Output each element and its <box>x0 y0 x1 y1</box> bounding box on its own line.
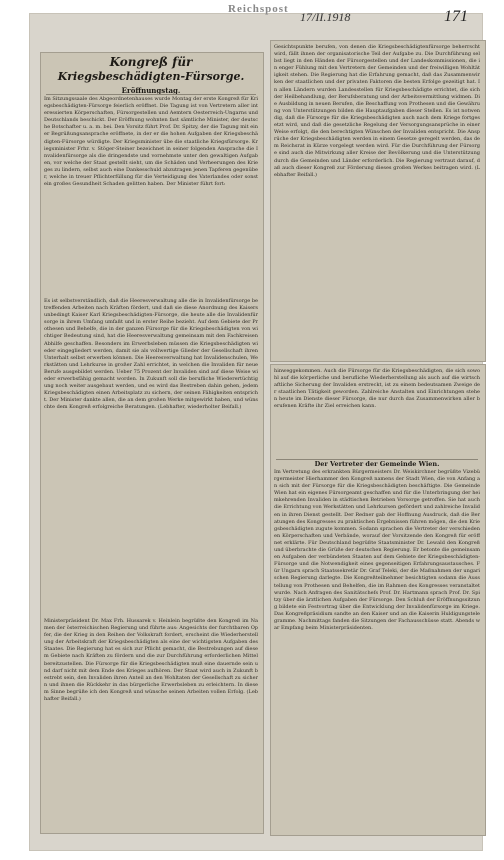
archive-number: 171 <box>444 8 468 25</box>
newspaper-source: Reichspost <box>228 3 289 15</box>
article-continuation: Gesichtspunkte berufen, von denen die Kriegsbeschädigtenfürsorge beherrscht wird, fällt ihnen der organisatorische Teil der Aufgabe zu. Die Durchführung selbst liegt in den Händen der Fürsorgestellen und der Landeskommissionen, die in enger Fühlung mit den Vertretern der Gemeinden und der freiwilligen Wohltätigkeit stehen. Die Regierung hat die Erfahrung gemacht, daß das Zusammenwirken der staatlichen und der privaten Faktoren die besten Erfolge gezeitigt hat. In allen Ländern wurden Landesstellen für Kriegsbeschädigte errichtet, die sich der Heilbehandlung, der Berufsberatung und der Arbeitsvermittlung widmen. Die Ausbildung in neuen Berufen, die Beschaffung von Prothesen und die Gewährung von Unterstützungen bilden die Hauptaufgaben dieser Stellen. Es ist notwendig, daß die Fürsorge für die Kriegsbeschädigten auch nach dem Kriege fortgesetzt wird, und daß die gesetzliche Regelung der Versorgungsansprüche in einer Weise erfolgt, die den berechtigten Wünschen der Invaliden entspricht. Die Ansprüche der Kriegsbeschädigten werden in einem Gesetze geregelt werden, das dem Reichsrat in Kürze vorgelegt werden wird. Für die Durchführung der Fürsorge sind auch die Mitwirkung aller Kreise der Bevölkerung und die Unterstützung durch die Gemeinden und Länder erforderlich. Die Regierung vertraut darauf, daß auch dieser Kongreß zur Förderung dieses großen Werkes beitragen wird. (Lebhafter Beifall.) <box>274 44 480 178</box>
article-title-line1: Kongreß für <box>109 55 193 69</box>
prime-minister-speech: Ministerpräsident Dr. Max Frh. Hussarek v. Heinlein begrüßte den Kongreß im Namen der österreichischen Regierung und führte aus: Angesichts der furchtbaren Opfer, die der Krieg in den Reihen der Volkskraft fordert, erscheint die Wiederherstellung der Arbeitskraft der Kriegsbeschädigten als eine der wichtigsten Aufgaben des Staates. Die Regierung hat es sich zur Pflicht gemacht, die Bestrebungen auf diesem Gebiete nach Kräften zu fördern und die zur Durchführung erforderlichen Mittel bereitzustellen. Die Fürsorge für die Kriegsbeschädigten muß eine dauernde sein und darf nicht mit dem Ende des Krieges aufhören. Der Staat wird auch in Zukunft bestrebt sein, den Invaliden ihren Anteil an den Wohltaten der Gesellschaft zu sichern und ihnen die Rückkehr in das bürgerliche Erwerbsleben zu erleichtern. In diesem Sinne begrüße ich den Kongreß und wünsche seinen Arbeiten vollen Erfolg. (Lebhafter Beifall.) <box>44 618 258 703</box>
section-heading-vienna: Der Vertreter der Gemeinde Wien. <box>314 460 440 468</box>
article-continuation-2: hinweggekommen. Auch die Fürsorge für die Kriegsbeschädigten, die sich sowohl auf die körperliche und berufliche Wiederherstellung als auch auf die wirtschaftliche Sicherung der Invaliden erstreckt, ist zu einem bedeutsamen Zweige der staatlichen Tätigkeit geworden. Zahlreiche Anstalten und Einrichtungen stehen heute im Dienste dieser Fürsorge, die nur durch das Zusammenwirken aller berufenen Kräfte ihr Ziel erreichen kann. <box>274 368 480 410</box>
vienna-representative-text: Im Vertretung des erkrankten Bürgermeisters Dr. Weiskirchner begrüßte Vizebürgermeister Hierhammer den Kongreß namens der Stadt Wien, die von Anfang an sich mit der Fürsorge für die Kriegsbeschädigten beschäftigte. Die Gemeinde Wien hat ein eigenes Fürsorgeamt geschaffen und für die Unterbringung der heimkehrenden Invaliden in städtischen Betrieben Vorsorge getroffen. Sie hat auch die Errichtung von Werkstätten und Lehrkursen gefördert und zahlreiche Invaliden in ihren Dienst gestellt. Der Redner gab der Hoffnung Ausdruck, daß die Beratungen des Kongresses zu praktischen Ergebnissen führen mögen, die den Kriegsbeschädigten zugute kommen. Sodann sprachen die Vertreter der verschiedenen Körperschaften und Verbände, worauf der Vorsitzende den Kongreß für eröffnet erklärte. Für Deutschland begrüßte Staatsminister Dr. Lewald den Kongreß und überbrachte die Grüße der deutschen Regierung. Er betonte die gemeinsamen Aufgaben der verbündeten Staaten auf dem Gebiete der Kriegsbeschädigten-Fürsorge und die Notwendigkeit eines gegenseitigen Erfahrungsaustausches. Für Ungarn sprach Staatssekretär Dr. Graf Teleki, der die Maßnahmen der ungarischen Regierung darlegte. Die Kongreßteilnehmer besichtigten sodann die Ausstellung von Prothesen und Behelfen, die im Rahmen des Kongresses veranstaltet wurde. Nach Anfragen des Sanitätschefs Prof. Dr. Hartmann sprach Prof. Dr. Spitzy über die ärztlichen Aufgaben der Fürsorge. Den Schluß der Eröffnungssitzung bildete ein Festvortrag über die Entwicklung der Invalidenfürsorge im Kriege. Das Kongreßpräsidium sandte an den Kaiser und an die Kaiserin Huldigungstelegramme. Nachmittags fanden die Sitzungen der Fachausschüsse statt. Abends war Empfang beim Ministerpräsidenten. <box>274 469 480 632</box>
war-minister-speech: Es ist selbstverständlich, daß die Heeresverwaltung alle die in Invalidenfürsorge betreffenden Arbeiten nach Kräften fördert, und daß sie diese Anordnung des Kaisers unbedingt Kaiser Karl Kriegsbeschädigten-Fürsorge, die heute alle die Invalidenfürsorge in ihrem Umfang umfaßt und in erster Reihe bezieht. Auf dem Gebiete der Prothesen und Behelfe, die in der ganzen Fürsorge für die Kriegsbeschädigten von wichtiger Bedeutung sind, hat die Heeresverwaltung gemeinsam mit den Fachkreisen Abhilfe geschaffen. Besonders im Erwerbsleben müssen die Kriegsbeschädigten wieder eingegliedert werden, damit sie als vollwertige Glieder der Gesellschaft ihren Unterhalt selbst erwerben können. Die Heeresverwaltung hat Invalidenschulen, Werkstätten und Lehrkurse in großer Zahl errichtet, in welchen die Invaliden für neue Berufe ausgebildet werden. Ueber 75 Prozent der Invaliden sind auf diese Weise wieder erwerbsfähig gemacht worden. In Zukunft soll die berufliche Wiederertüchtigung noch weiter ausgebaut werden, und es wird das Bestreben dahin gehen, jedem Kriegsbeschädigten einen Arbeitsplatz zu sichern, der seinen Fähigkeiten entspricht. Der Minister dankte allen, die an dem großen Werke mitgewirkt haben, und wünschte dem Kongreß erfolgreiche Beratungen. (Lebhafter, wiederholter Beifall.) <box>44 298 258 411</box>
article-lede: Im Sitzungssaale des Abgeordnetenhauses wurde Montag der erste Kongreß für Kriegsbeschädigten-Fürsorge feierlich eröffnet. Die Tagung ist von Vertretern aller interessierten Körperschaften, Fürsorgestellen und Aemtern Oesterreich-Ungarns und Deutschlands beschickt. Der Eröffnung wohnten fast sämtliche Minister, der deutsche Botschafter u. a. m. bei. Den Vorsitz führt Prof. Dr. Spitzy, der die Tagung mit einer Begrüßungsansprache eröffnete, in der er die hohen Aufgaben der Kriegsbeschädigten-Fürsorge würdigte. Der Kriegsminister übe die staatliche Kriegsfürsorge. Kriegsminister Frhr. v. Stöger-Steiner bezeichnet in seiner folgenden Ansprache die Invalidenfürsorge als die dringendste und vornehmste unter den gewaltigen Aufgaben, vor welche der Staat gestellt sieht, um die Schäden und Verheerungen des Krieges zu lindern, selbst auch eine Dankesschuld abzutragen jenen Tapferen gegenüber, welche in treuer Pflichterfüllung für die Verteidigung des Vaterlandes oder sonst ein großes Gesundheit Schaden gelitten haben. Der Minister führt fort: <box>44 96 258 188</box>
handwritten-date: 17/II.1918 <box>300 10 351 24</box>
title-divider <box>46 94 256 95</box>
article-title-line2: Kriegsbeschädigten-Fürsorge. <box>57 70 245 83</box>
article-subtitle: Eröffnungstag. <box>121 86 181 95</box>
